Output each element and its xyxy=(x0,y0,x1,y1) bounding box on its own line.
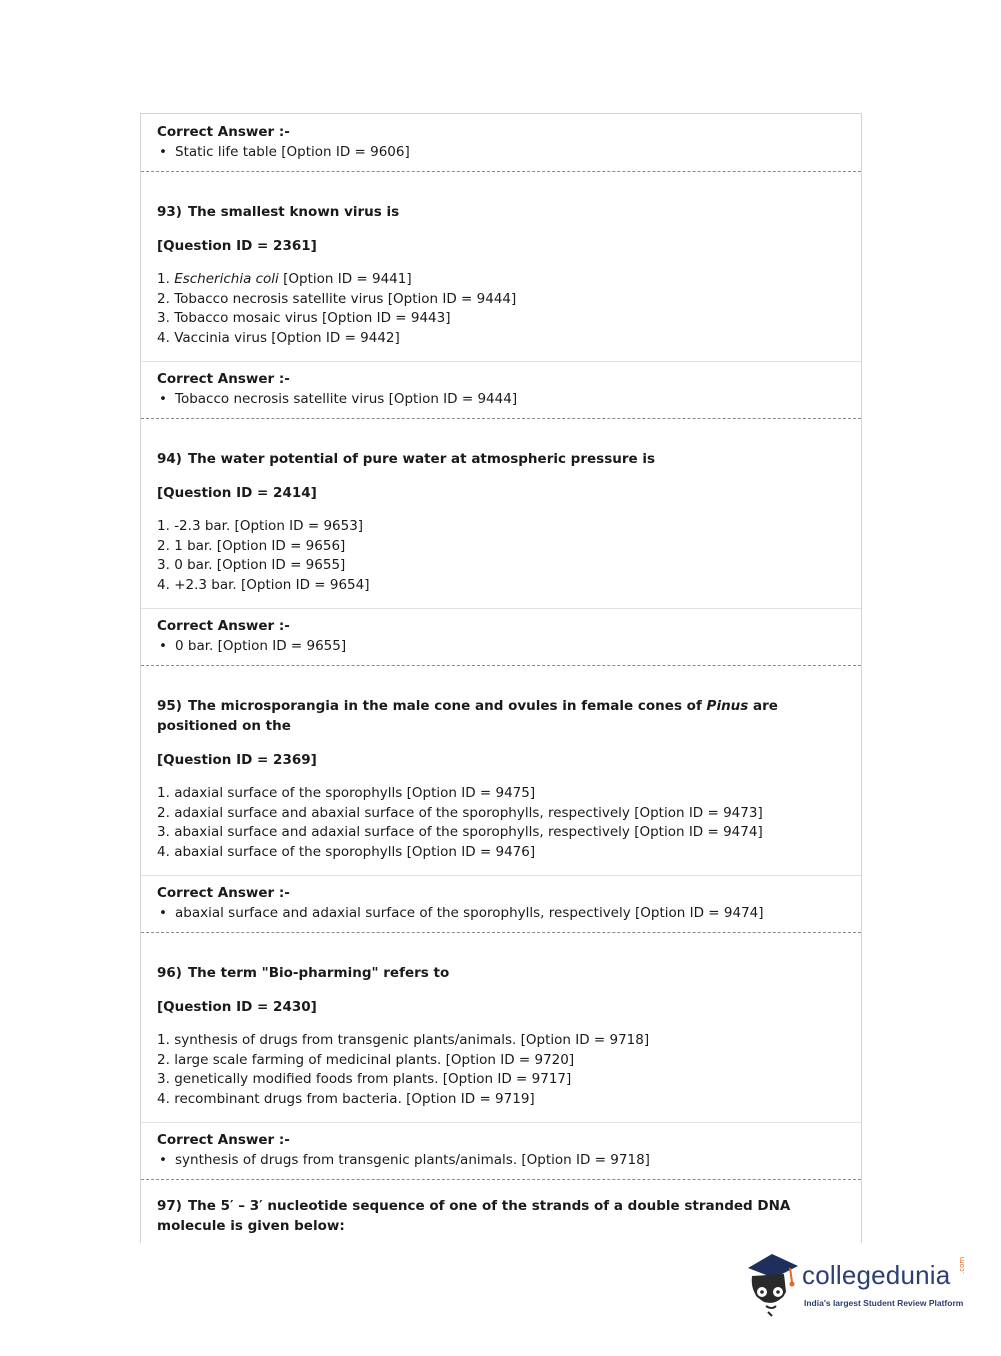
question-95 xyxy=(141,666,861,875)
option-3: 3. 0 bar. [Option ID = 9655] xyxy=(157,557,346,573)
answer-block-93 xyxy=(141,362,861,418)
correct-answer: • 0 bar. [Option ID = 9655] xyxy=(159,638,347,654)
option-1: 1. -2.3 bar. [Option ID = 9653] xyxy=(157,518,364,534)
correct-answer: • Static life table [Option ID = 9606] xyxy=(159,144,410,160)
option-4: 4. abaxial surface of the sporophylls [Option ID = 9476] xyxy=(157,843,536,860)
option-3: 3. abaxial surface and adaxial surface of the sporophylls, respectively [Option ID = 9474] xyxy=(157,824,763,840)
option-4: 4. recombinant drugs from bacteria. [Option ID = 9719] xyxy=(157,1090,535,1107)
question-93 xyxy=(141,172,861,361)
logo-domain: .com xyxy=(958,1256,966,1274)
correct-answer-label: Correct Answer :- xyxy=(157,124,290,140)
option-3: 3. Tobacco mosaic virus [Option ID = 9443] xyxy=(157,310,451,326)
correct-answer-label: Correct Answer :- xyxy=(157,1132,290,1148)
bullet-icon: • xyxy=(159,391,167,407)
correct-answer-label: Correct Answer :- xyxy=(157,885,290,901)
bullet-icon: • xyxy=(159,638,167,654)
question-title: 96) The term "Bio-pharming" refers to xyxy=(157,965,450,981)
question-title: 95) The microsporangia in the male cone and ovules in female cones of Pinus are positioned on the xyxy=(157,698,778,734)
bullet-icon: • xyxy=(159,144,167,160)
correct-answer: • abaxial surface and adaxial surface of the sporophylls, respectively [Option ID = 9474] xyxy=(159,905,764,921)
answer-block-92 xyxy=(141,114,861,171)
question-title: 97) The 5′ – 3′ nucleotide sequence of one of the strands of a double stranded DNA molecule is given below: xyxy=(157,1198,791,1234)
option-list xyxy=(157,1031,845,1109)
answer-block-95 xyxy=(141,876,861,932)
question-paper xyxy=(140,113,862,1243)
question-title: 93) The smallest known virus is xyxy=(157,204,400,220)
logo-tagline: India's largest Student Review Platform xyxy=(804,1298,964,1308)
question-id: [Question ID = 2430] xyxy=(157,999,317,1015)
question-97 xyxy=(141,1180,861,1236)
correct-answer: • synthesis of drugs from transgenic plants/animals. [Option ID = 9718] xyxy=(159,1152,650,1168)
option-list xyxy=(157,517,845,595)
answer-block-94 xyxy=(141,609,861,665)
question-id: [Question ID = 2361] xyxy=(157,238,317,254)
question-id: [Question ID = 2414] xyxy=(157,485,317,501)
answer-block-96 xyxy=(141,1123,861,1179)
bullet-icon: • xyxy=(159,1152,167,1168)
option-2: 2. Tobacco necrosis satellite virus [Option ID = 9444] xyxy=(157,290,517,307)
option-1: 1. Escherichia coli [Option ID = 9441] xyxy=(157,271,412,287)
correct-answer-label: Correct Answer :- xyxy=(157,618,290,634)
option-2: 2. large scale farming of medicinal plants. [Option ID = 9720] xyxy=(157,1051,575,1068)
option-4: 4. Vaccinia virus [Option ID = 9442] xyxy=(157,329,400,346)
question-96 xyxy=(141,933,861,1122)
question-id: [Question ID = 2369] xyxy=(157,752,317,768)
mascot-icon xyxy=(742,1248,802,1318)
logo-wordmark: collegedunia xyxy=(802,1260,951,1290)
option-1: 1. synthesis of drugs from transgenic plants/animals. [Option ID = 9718] xyxy=(157,1032,650,1048)
question-title: 94) The water potential of pure water at atmospheric pressure is xyxy=(157,451,656,467)
correct-answer: • Tobacco necrosis satellite virus [Option ID = 9444] xyxy=(159,391,518,407)
option-4: 4. +2.3 bar. [Option ID = 9654] xyxy=(157,576,370,593)
option-2: 2. adaxial surface and abaxial surface of the sporophylls, respectively [Option ID = 9473] xyxy=(157,804,763,821)
option-list xyxy=(157,270,845,348)
collegedunia-logo xyxy=(742,1248,972,1318)
option-1: 1. adaxial surface of the sporophylls [Option ID = 9475] xyxy=(157,785,536,801)
option-list xyxy=(157,784,845,862)
option-3: 3. genetically modified foods from plants. [Option ID = 9717] xyxy=(157,1071,572,1087)
correct-answer-label: Correct Answer :- xyxy=(157,371,290,387)
option-2: 2. 1 bar. [Option ID = 9656] xyxy=(157,537,346,554)
question-94 xyxy=(141,419,861,608)
bullet-icon: • xyxy=(159,905,167,921)
